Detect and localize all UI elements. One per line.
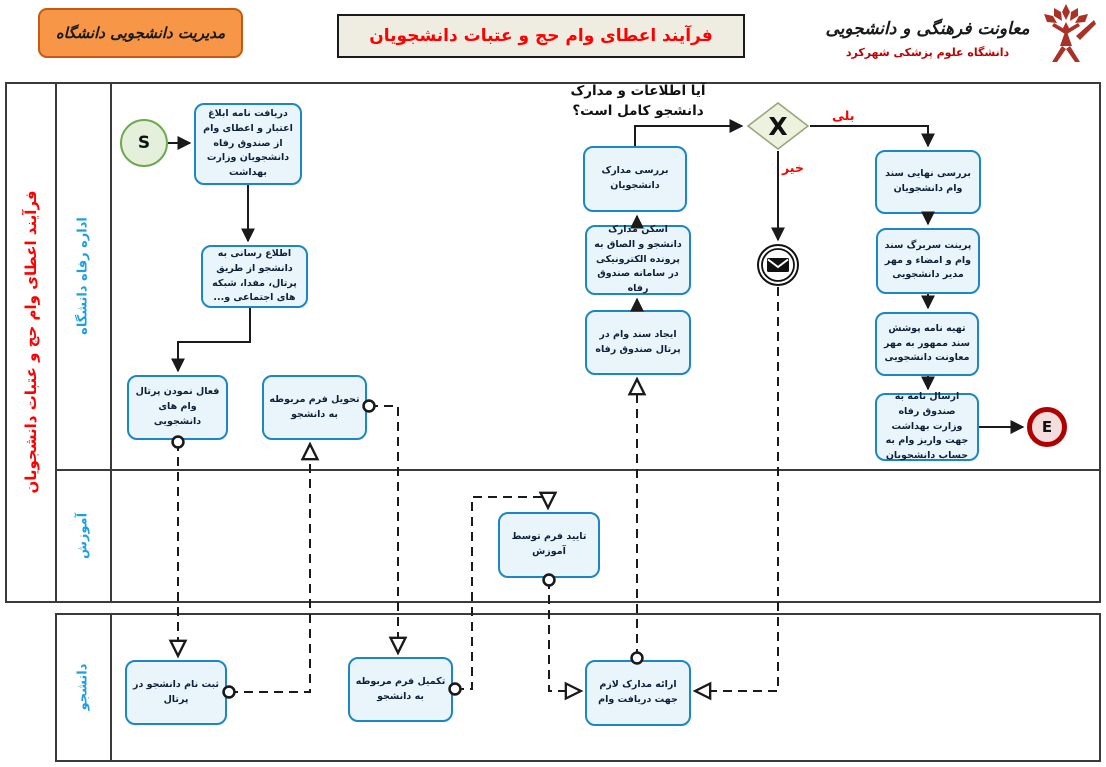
label-no: خیر [782, 160, 804, 175]
task-send-letter: ارسال نامه به صندوق رفاه وزارت بهداشت جهت واریز وام به حساب دانشجویان [875, 393, 979, 461]
task-provide-docs: ارائه مدارک لازم جهت دریافت وام [585, 660, 691, 726]
task-cover-letter: تهیه نامه پوشش سند ممهور به مهر معاونت دانشجویی [875, 312, 979, 376]
task-inform-students: اطلاع رسانی به دانشجو از طریق پرتال، مفدا، شبکه های اجتماعی و... [201, 245, 308, 308]
gateway-diamond [746, 101, 810, 151]
student-label-divider [110, 613, 112, 762]
task-receive-letter: دریافت نامه ابلاغ اعتبار و اعطای وام از صندوق رفاه دانشجویان وزارت بهداشت [194, 103, 302, 185]
org-name: معاونت فرهنگی و دانشجویی [825, 19, 1030, 39]
message-event [756, 243, 800, 287]
end-event [1027, 407, 1067, 447]
pool-divider [55, 82, 57, 603]
university-logo [1032, 2, 1100, 68]
gateway-question: آیا اطلاعات و مدارک دانشجو کامل است؟ [570, 83, 706, 119]
start-event-label: S [137, 133, 151, 153]
process-title: فرآیند اعطای وام حج و عتبات دانشجویان [369, 26, 713, 46]
lane-divider [55, 469, 1101, 471]
org-subtitle: دانشگاه علوم پزشکی شهرکرد [845, 46, 1010, 59]
process-vertical-label: فرآیند اعطای وام حج و عتبات دانشجویان [22, 190, 40, 494]
task-create-loan-doc: ایجاد سند وام در پرتال صندوق رفاه [585, 310, 691, 375]
task-activate-portal: فعال نمودن پرتال وام های دانشجویی [127, 375, 228, 440]
lane-student-label: دانشجو [75, 663, 91, 711]
label-yes: بلی [832, 108, 855, 123]
lane-welfare-label: اداره رفاه دانشگاه [75, 217, 91, 335]
management-badge [38, 8, 243, 58]
task-final-review: بررسی نهایی سند وام دانشجویان [875, 150, 981, 214]
process-title-banner [337, 14, 745, 58]
task-register-portal: ثبت نام دانشجو در پرتال [125, 660, 227, 725]
task-approve-form: تایید فرم توسط آموزش [498, 512, 600, 578]
task-deliver-form: تحویل فرم مربوطه به دانشجو [262, 375, 367, 440]
envelope-icon [756, 243, 800, 287]
task-scan-docs: اسکن مدارک دانشجو و الصاق به پرونده الکترونیکی در سامانه صندوق رفاه [585, 225, 691, 295]
task-complete-form: تکمیل فرم مربوطه به دانشجو [348, 657, 453, 722]
task-review-docs: بررسی مدارک دانشجویان [583, 146, 687, 212]
lane-label-divider [110, 82, 112, 603]
start-event [120, 119, 168, 167]
gateway-symbol: X [768, 111, 788, 141]
lane-education-label: آموزش [75, 512, 91, 560]
management-badge-label: مدیریت دانشجویی دانشگاه [55, 24, 226, 42]
university-logo-icon [1032, 2, 1100, 68]
task-print-sign: پرینت سربرگ سند وام و امضاء و مهر مدیر دانشجویی [876, 228, 980, 294]
end-event-label: E [1041, 418, 1053, 436]
